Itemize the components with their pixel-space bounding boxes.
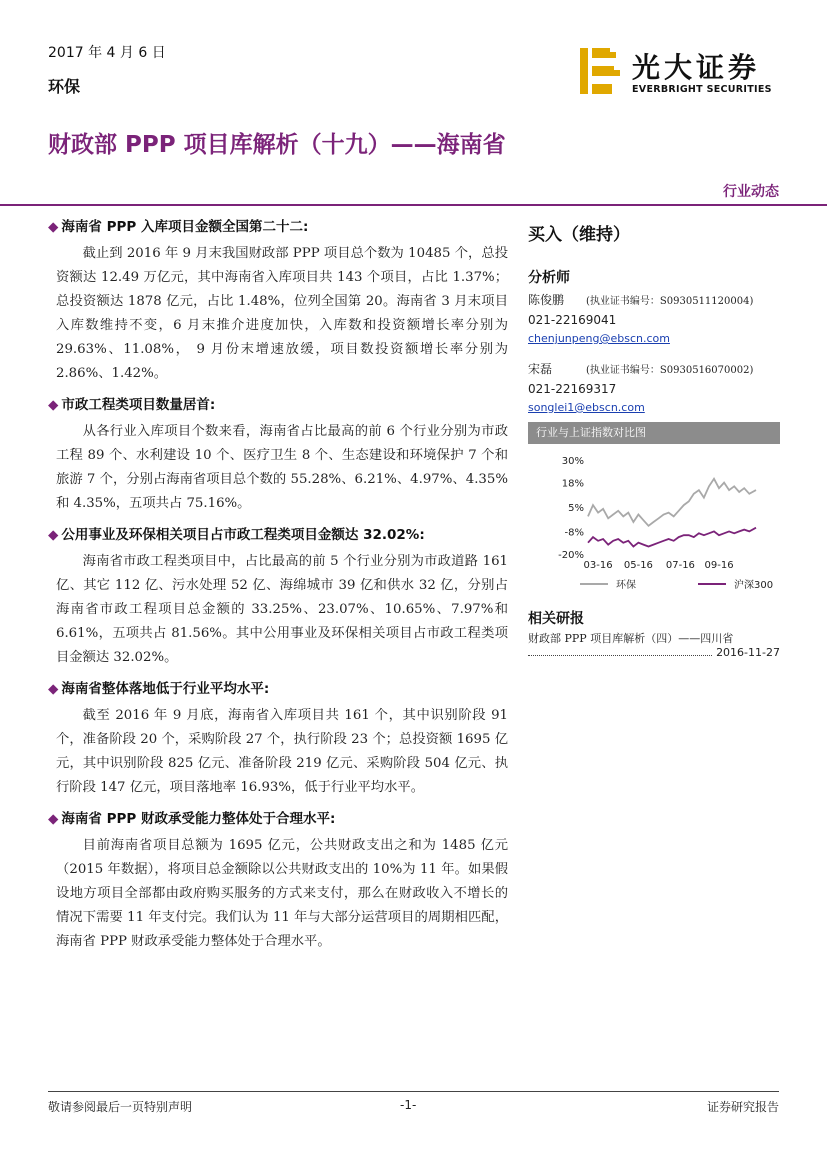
diamond-bullet-icon: ◆ [48, 811, 59, 827]
y-tick-label: 18% [561, 478, 584, 490]
analyst-name: 陈俊鹏 [528, 293, 565, 307]
diamond-bullet-icon: ◆ [48, 219, 59, 235]
legend-label: 沪深300 [734, 580, 774, 591]
leader-dots [528, 655, 712, 656]
analyst-entry [528, 360, 780, 417]
y-tick-label: -8% [564, 527, 584, 539]
section-heading: 海南省 PPP 入库项目金额全国第二十二: [61, 219, 309, 235]
diamond-bullet-icon: ◆ [48, 527, 59, 543]
section-2 [48, 394, 508, 516]
legend-label: 环保 [616, 580, 636, 591]
y-tick-label: 30% [561, 456, 584, 467]
analyst-email-link[interactable]: chenjunpeng@ebscn.com [528, 332, 670, 345]
x-tick-label: 03-16 [583, 560, 613, 571]
footer-divider [48, 1091, 779, 1092]
rating: 买入（维持） [528, 225, 630, 245]
related-report-title[interactable]: 财政部 PPP 项目库解析（四）——四川省 [528, 632, 734, 645]
analyst-heading: 分析师 [528, 270, 570, 286]
section-heading: 市政工程类项目数量居首: [61, 397, 216, 413]
analyst-entry [528, 291, 780, 348]
related-research [528, 608, 780, 659]
x-tick-label: 07-16 [665, 560, 695, 571]
report-type-tag: 行业动态 [723, 184, 779, 200]
analyst-name: 宋磊 [528, 362, 553, 376]
footer-disclaimer: 敬请参阅最后一页特别声明 [48, 1100, 193, 1114]
y-tick-label: -20% [558, 550, 584, 561]
x-tick-label: 05-16 [623, 560, 653, 571]
analyst-phone: 021-22169041 [528, 313, 617, 327]
series-line-1 [588, 479, 756, 526]
analyst-email-link[interactable]: songlei1@ebscn.com [528, 401, 645, 414]
chart-title: 行业与上证指数对比图 [528, 422, 780, 444]
header-divider [0, 204, 827, 206]
sector-label: 环保 [48, 77, 81, 96]
section-5 [48, 808, 508, 954]
section-heading: 公用事业及环保相关项目占市政工程类项目金额达 32.02%: [61, 527, 425, 543]
section-body: 海南省市政工程类项目中，占比最高的前 5 个行业分别为市政道路 161 亿、其它 112 亿、污水处理 52 亿、海绵城市 39 亿和供水 32 亿，分别占海南省市政工程项目总金额的 33.25%、23.07%、10.65%、7.97%和 6.61%，五项共占 81.56%。其中公用事业及环保相关项目占市政工程类项目金额达 32.02%。 [56, 554, 508, 665]
section-4 [48, 678, 508, 800]
analyst-license: (执业证书编号：S0930516070002) [586, 365, 754, 376]
section-1 [48, 216, 508, 386]
diamond-bullet-icon: ◆ [48, 681, 59, 697]
related-report-date: 2016-11-27 [716, 646, 780, 659]
series-line-2 [588, 528, 756, 547]
logo-text-cn: 光大证券 [632, 51, 761, 84]
page-number: -1- [400, 1098, 417, 1112]
logo-text-en: EVERBRIGHT SECURITIES [632, 84, 772, 95]
section-body: 截至 2016 年 9 月底，海南省入库项目共 161 个，其中识别阶段 91 个，准备阶段 20 个，采购阶段 27 个，执行阶段 23 个；总投资额 1695 亿元，其中识别阶段 825 亿元、准备阶段 219 亿元、采购阶段 504 亿元、执行阶段 147 亿元，项目落地率 16.93%，低于行业平均水平。 [56, 708, 508, 795]
section-body: 截止到 2016 年 9 月末我国财政部 PPP 项目总个数为 10485 个，总投资额达 12.49 万亿元，其中海南省入库项目共 143 个项目，占比 1.37%；总投资额达 1878 亿元，占比 1.48%，位列全国第 20。海南省 3 月末项目入库数维持不变，6 月末推介进度加快，入库数和投资额增长率分别为 29.63%、11.08%， 9 月份末增速放缓，项目数投资额增长率分别为 2.86%、1.42%。 [56, 246, 508, 381]
x-tick-label: 09-16 [704, 560, 734, 571]
report-title: 财政部 PPP 项目库解析（十九）——海南省 [48, 132, 506, 158]
analyst-phone: 021-22169317 [528, 382, 617, 396]
sidebar [528, 220, 780, 417]
diamond-bullet-icon: ◆ [48, 397, 59, 413]
section-body: 目前海南省项目总额为 1695 亿元，公共财政支出之和为 1485 亿元（2015 年数据），将项目总金额除以公共财政支出的 10%为 11 年。如果假设地方项目全部都由政府购买服务的方式来支付，那么在财政收入不增长的情况下需要 11 年支付完。我们认为 11 年与大部分运营项目的周期相匹配，海南省 PPP 财政承受能力整体处于合理水平。 [56, 838, 508, 949]
main-content [48, 216, 508, 962]
y-tick-label: 5% [568, 503, 584, 514]
section-heading: 海南省整体落地低于行业平均水平: [61, 681, 270, 697]
comparison-chart [528, 422, 780, 602]
related-heading: 相关研报 [528, 611, 584, 627]
section-3 [48, 524, 508, 670]
section-body: 从各行业入库项目个数来看，海南省占比最高的前 6 个行业分别为市政工程 89 个、水利建设 10 个、医疗卫生 8 个、生态建设和环境保护 7 个和旅游 7 个，分别占海南省项目总个数的 55.28%、6.21%、4.97%、4.35%和 4.35%，五项共占 75.16%。 [56, 424, 508, 511]
logo-mark-icon [580, 46, 624, 96]
company-logo [580, 46, 780, 98]
footer-report-type: 证券研究报告 [706, 1100, 779, 1114]
report-date: 2017 年 4 月 6 日 [48, 45, 166, 61]
analyst-license: (执业证书编号：S0930511120004) [586, 296, 754, 307]
section-heading: 海南省 PPP 财政承受能力整体处于合理水平: [61, 811, 336, 827]
chart-plot [528, 444, 780, 600]
